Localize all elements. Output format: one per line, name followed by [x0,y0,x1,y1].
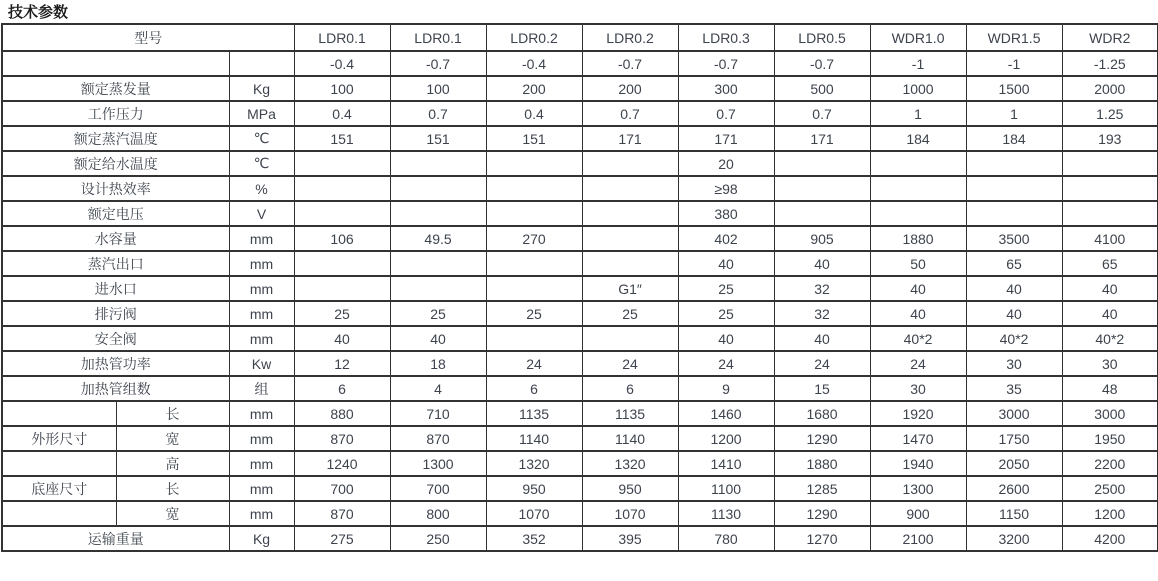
table-row [2,251,1158,276]
value-cell [774,151,870,176]
value-cell: 1100 [678,476,774,501]
value-cell: 380 [678,201,774,226]
value-cell: 1470 [870,426,966,451]
model-header-cell: LDR0.5 [774,24,870,51]
value-cell [486,201,582,226]
value-cell [390,176,486,201]
value-cell: 6 [486,376,582,401]
value-cell: 1135 [582,401,678,426]
value-cell: -0.7 [582,51,678,76]
value-cell: 24 [870,351,966,376]
value-cell: 30 [1062,351,1158,376]
sub-label-cell: 宽 [116,426,229,451]
table-body [2,24,1158,551]
value-cell: 0.7 [774,101,870,126]
value-cell: 905 [774,226,870,251]
value-cell: 49.5 [390,226,486,251]
table-row [2,226,1158,251]
row-label-cell: 额定电压 [2,201,229,226]
table-row [2,76,1158,101]
page-title: 技术参数 [8,4,69,21]
value-cell: 40 [870,301,966,326]
model-header-cell: LDR0.2 [486,24,582,51]
value-cell: 500 [774,76,870,101]
table-row [2,101,1158,126]
value-cell: 40*2 [966,326,1062,351]
value-cell: 1290 [774,501,870,526]
value-cell: 250 [390,526,486,551]
value-cell: 25 [486,301,582,326]
value-cell: 1270 [774,526,870,551]
value-cell: 15 [774,376,870,401]
value-cell [486,326,582,351]
unit-cell: mm [229,451,294,476]
value-cell: 151 [390,126,486,151]
model-header-cell: WDR2 [1062,24,1158,51]
value-cell [294,276,390,301]
value-cell: 40*2 [870,326,966,351]
value-cell: 1750 [966,426,1062,451]
group-label-cell: 外形尺寸 [2,426,116,451]
value-cell [582,201,678,226]
value-cell: 25 [582,301,678,326]
value-cell: 100 [294,76,390,101]
value-cell: 40 [966,276,1062,301]
model-header-cell: LDR0.3 [678,24,774,51]
model-header-cell: LDR0.2 [582,24,678,51]
value-cell [774,176,870,201]
value-cell: 870 [294,501,390,526]
group-label-cell [2,401,116,426]
value-cell [294,201,390,226]
value-cell: 30 [966,351,1062,376]
group-label-cell: 底座尺寸 [2,476,116,501]
value-cell: 950 [582,476,678,501]
value-cell: 193 [1062,126,1158,151]
value-cell: 50 [870,251,966,276]
row-label-cell: 水容量 [2,226,229,251]
value-cell: 395 [582,526,678,551]
value-cell: 1140 [582,426,678,451]
model-header-cell: WDR1.0 [870,24,966,51]
value-cell: 700 [390,476,486,501]
value-cell: 870 [390,426,486,451]
value-cell: 800 [390,501,486,526]
value-cell: 1300 [390,451,486,476]
value-cell: 24 [678,351,774,376]
table-row [2,476,1158,501]
value-cell [582,151,678,176]
value-cell: 1240 [294,451,390,476]
value-cell [870,201,966,226]
value-cell: 4100 [1062,226,1158,251]
value-cell: 1135 [486,401,582,426]
value-cell: -0.7 [774,51,870,76]
value-cell: 65 [1062,251,1158,276]
value-cell: -0.7 [390,51,486,76]
value-cell: 0.4 [294,101,390,126]
table-row [2,376,1158,401]
row-label-cell: 工作压力 [2,101,229,126]
value-cell [966,201,1062,226]
value-cell: 25 [678,301,774,326]
model-header-cell: WDR1.5 [966,24,1062,51]
row-label-cell: 安全阀 [2,326,229,351]
model-header-row [2,24,1158,51]
row-label-cell: 设计热效率 [2,176,229,201]
sub-label-cell: 长 [116,476,229,501]
unit-cell: Kg [229,76,294,101]
value-cell: 300 [678,76,774,101]
value-cell: 32 [774,301,870,326]
value-cell: 402 [678,226,774,251]
value-cell: 30 [870,376,966,401]
value-cell: 1200 [678,426,774,451]
value-cell [870,176,966,201]
value-cell: 40 [774,251,870,276]
value-cell: 2600 [966,476,1062,501]
table-row [2,401,1158,426]
value-cell: 1460 [678,401,774,426]
row-label-cell [2,51,229,76]
value-cell: -1 [870,51,966,76]
unit-cell: MPa [229,101,294,126]
unit-cell: mm [229,426,294,451]
value-cell: 48 [1062,376,1158,401]
value-cell: 880 [294,401,390,426]
value-cell: 40 [390,326,486,351]
value-cell: 184 [966,126,1062,151]
unit-cell: mm [229,276,294,301]
row-label-cell: 蒸汽出口 [2,251,229,276]
value-cell: 1500 [966,76,1062,101]
model-header-label: 型号 [2,24,294,51]
unit-cell: mm [229,301,294,326]
value-cell: 1950 [1062,426,1158,451]
value-cell: 35 [966,376,1062,401]
value-cell: 1880 [870,226,966,251]
value-cell: 1.25 [1062,101,1158,126]
value-cell: 200 [486,76,582,101]
table-row [2,326,1158,351]
value-cell: 0.4 [486,101,582,126]
row-label-cell: 运输重量 [2,526,229,551]
value-cell: 40*2 [1062,326,1158,351]
group-label-cell [2,501,116,526]
value-cell: 1000 [870,76,966,101]
value-cell: 4 [390,376,486,401]
value-cell: 950 [486,476,582,501]
unit-cell: mm [229,226,294,251]
table-row [2,176,1158,201]
value-cell: 40 [966,301,1062,326]
value-cell [294,176,390,201]
value-cell: 1920 [870,401,966,426]
value-cell: 12 [294,351,390,376]
value-cell: 3500 [966,226,1062,251]
value-cell: 0.7 [390,101,486,126]
technical-parameters-table [1,23,1158,552]
value-cell: 275 [294,526,390,551]
value-cell [390,276,486,301]
sub-label-cell: 宽 [116,501,229,526]
value-cell: 100 [390,76,486,101]
value-cell [870,151,966,176]
row-label-cell: 排污阀 [2,301,229,326]
value-cell: 1 [870,101,966,126]
value-cell: ≥98 [678,176,774,201]
value-cell: 151 [486,126,582,151]
value-cell: 32 [774,276,870,301]
value-cell: 40 [678,251,774,276]
value-cell: -1 [966,51,1062,76]
value-cell: 171 [582,126,678,151]
table-row [2,451,1158,476]
value-cell: 1320 [486,451,582,476]
value-cell [390,151,486,176]
value-cell: 1880 [774,451,870,476]
value-cell: 6 [582,376,678,401]
value-cell: 3000 [1062,401,1158,426]
value-cell: 352 [486,526,582,551]
value-cell: 1680 [774,401,870,426]
sub-label-cell: 长 [116,401,229,426]
value-cell: 780 [678,526,774,551]
value-cell: 40 [1062,276,1158,301]
value-cell: 870 [294,426,390,451]
row-label-cell: 加热管功率 [2,351,229,376]
value-cell: 184 [870,126,966,151]
value-cell: 40 [294,326,390,351]
value-cell: -0.4 [486,51,582,76]
value-cell: 1140 [486,426,582,451]
row-label-cell: 加热管组数 [2,376,229,401]
value-cell: 0.7 [678,101,774,126]
value-cell: 171 [774,126,870,151]
value-cell: 2200 [1062,451,1158,476]
table-row [2,201,1158,226]
value-cell [486,276,582,301]
value-cell: 25 [678,276,774,301]
table-row [2,126,1158,151]
value-cell: 18 [390,351,486,376]
value-cell: 1290 [774,426,870,451]
row-label-cell: 进水口 [2,276,229,301]
value-cell: 1300 [870,476,966,501]
value-cell: 200 [582,76,678,101]
table-row [2,426,1158,451]
value-cell: 1150 [966,501,1062,526]
value-cell: 3200 [966,526,1062,551]
unit-cell: mm [229,476,294,501]
value-cell: 4200 [1062,526,1158,551]
value-cell [966,176,1062,201]
value-cell: 1070 [582,501,678,526]
unit-cell [229,51,294,76]
value-cell: 9 [678,376,774,401]
value-cell: 1200 [1062,501,1158,526]
value-cell: 1070 [486,501,582,526]
value-cell: 2000 [1062,76,1158,101]
value-cell: 2100 [870,526,966,551]
value-cell: 24 [582,351,678,376]
table-row [2,501,1158,526]
value-cell: 20 [678,151,774,176]
unit-cell: mm [229,501,294,526]
value-cell: 24 [774,351,870,376]
unit-cell: Kw [229,351,294,376]
value-cell: 40 [870,276,966,301]
sub-label-cell: 高 [116,451,229,476]
value-cell [582,251,678,276]
value-cell [486,151,582,176]
value-cell: 0.7 [582,101,678,126]
value-cell: 1410 [678,451,774,476]
unit-cell: % [229,176,294,201]
value-cell: 1130 [678,501,774,526]
model-header-cell: LDR0.1 [390,24,486,51]
value-cell: 151 [294,126,390,151]
unit-cell: mm [229,326,294,351]
unit-cell: 组 [229,376,294,401]
value-cell: 700 [294,476,390,501]
value-cell [1062,201,1158,226]
value-cell [390,201,486,226]
unit-cell: mm [229,401,294,426]
value-cell: -0.4 [294,51,390,76]
value-cell: 25 [294,301,390,326]
table-row [2,301,1158,326]
value-cell [582,176,678,201]
value-cell: 106 [294,226,390,251]
value-cell [966,151,1062,176]
value-cell: 2500 [1062,476,1158,501]
row-label-cell: 额定蒸发量 [2,76,229,101]
value-cell: 40 [774,326,870,351]
value-cell: 710 [390,401,486,426]
value-cell: 6 [294,376,390,401]
value-cell [582,326,678,351]
value-cell: -1.25 [1062,51,1158,76]
value-cell: 24 [486,351,582,376]
value-cell [390,251,486,276]
row-label-cell: 额定蒸汽温度 [2,126,229,151]
unit-cell: mm [229,251,294,276]
value-cell: 1 [966,101,1062,126]
value-cell: G1″ [582,276,678,301]
unit-cell: V [229,201,294,226]
value-cell: 1320 [582,451,678,476]
value-cell: 270 [486,226,582,251]
value-cell: 1940 [870,451,966,476]
value-cell: -0.7 [678,51,774,76]
table-row [2,351,1158,376]
value-cell: 40 [678,326,774,351]
value-cell [294,151,390,176]
value-cell [582,226,678,251]
table-row [2,526,1158,551]
value-cell: 900 [870,501,966,526]
value-cell [1062,176,1158,201]
value-cell: 40 [1062,301,1158,326]
model-header-cell: LDR0.1 [294,24,390,51]
value-cell: 3000 [966,401,1062,426]
value-cell: 1285 [774,476,870,501]
row-label-cell: 额定给水温度 [2,151,229,176]
table-row [2,151,1158,176]
value-cell: 171 [678,126,774,151]
value-cell [486,251,582,276]
table-row [2,276,1158,301]
unit-cell: ℃ [229,126,294,151]
value-cell [294,251,390,276]
group-label-cell [2,451,116,476]
value-cell [774,201,870,226]
value-cell [1062,151,1158,176]
value-cell [486,176,582,201]
unit-cell: Kg [229,526,294,551]
table-row [2,51,1158,76]
value-cell: 65 [966,251,1062,276]
value-cell: 25 [390,301,486,326]
unit-cell: ℃ [229,151,294,176]
value-cell: 2050 [966,451,1062,476]
